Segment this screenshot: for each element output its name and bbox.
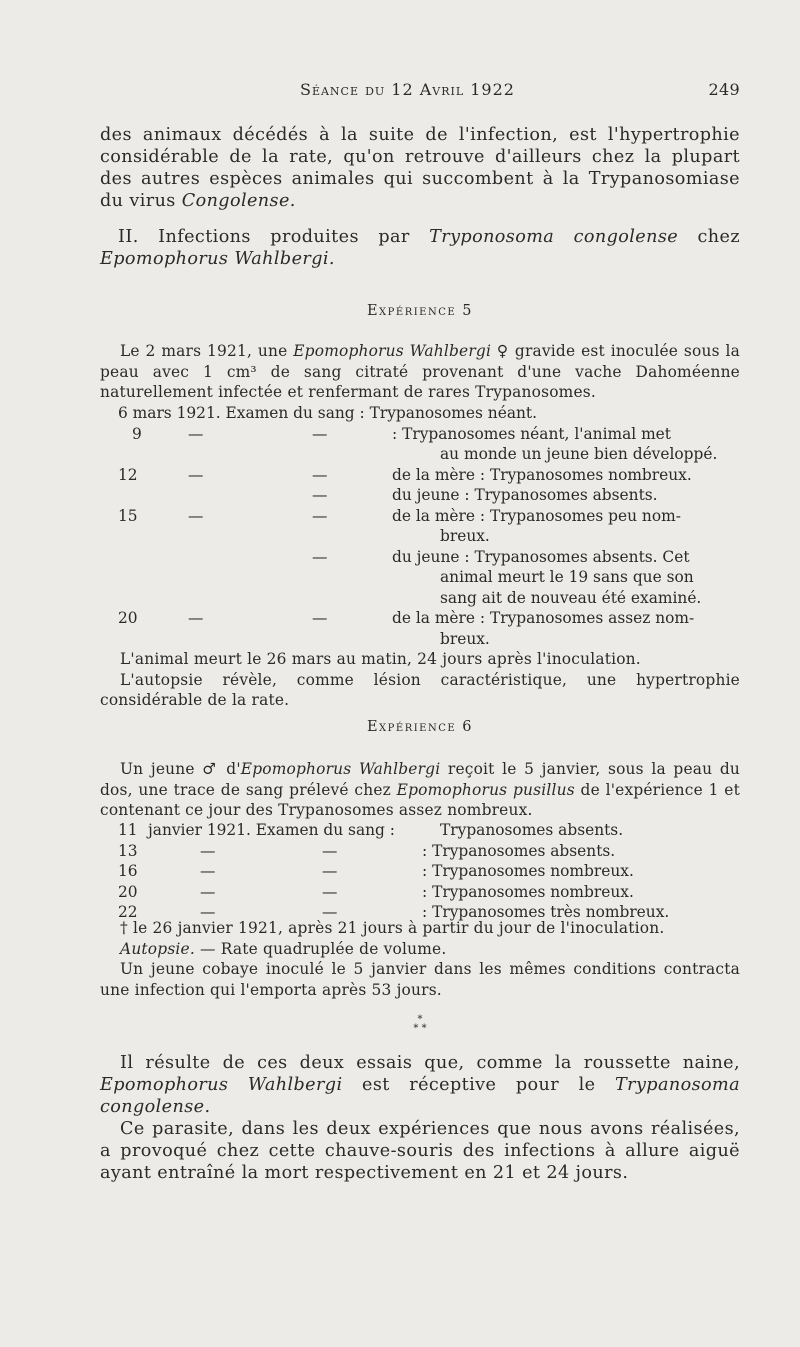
log-row: 16 — — : Trypanosomes nombreux. <box>118 862 634 880</box>
conclusion: Il résulte de ces deux essais que, comme la roussette naine, Epomophorus Wahlbergi est réceptive pour le Trypanosoma congolense. Ce parasite, dans les deux expériences que nous avons réalisées, a provoqué chez cette chauve-souris des infections à allure aiguë ayant entraîné la mort respectivement en 21 et 24 jours. <box>100 1053 740 1183</box>
section-separator: * * * <box>413 1014 427 1034</box>
text-line: considérable de la rate, qu'on retrouve d'ailleurs chez la plupart <box>100 147 740 167</box>
text-line: des animaux décédés à la suite de l'infection, est l'hypertrophie <box>100 125 740 145</box>
log-row: 12 — — de la mère : Trypanosomes nombreux. <box>118 465 692 484</box>
experience-5-log <box>100 403 740 649</box>
log-row: 9 — — : Trypanosomes néant, l'animal met <box>132 424 671 443</box>
page-number: 249 <box>708 80 740 99</box>
log-row: 11 janvier 1921. Examen du sang : Trypanosomes absents. <box>118 821 624 839</box>
log-row: au monde un jeune bien développé. <box>440 445 718 463</box>
log-row: 15 — — de la mère : Trypanosomes peu nom- <box>118 506 681 525</box>
text-line: II. Infections produites par Tryponosoma congolense chez <box>118 227 740 247</box>
experience-5-heading: Expérience 5 <box>366 303 474 319</box>
opening-paragraph <box>100 124 740 212</box>
running-head: Séance du 12 Avril 1922 <box>300 80 515 99</box>
log-row: breux. <box>440 527 490 545</box>
log-row: 22 — — : Trypanosomes très nombreux. <box>118 903 670 921</box>
text-line: des autres espèces animales qui succombent à la Trypanosomiase <box>100 169 740 189</box>
experience-6-outcome: † le 26 janvier 1921, après 21 jours à partir du jour de l'inoculation. Autopsie. — Rate quadruplée de volume. Un jeune cobaye inoculé le 5 janvier dans les mêmes conditions contracta une infection qui l'emporta après 53 jours. <box>100 919 740 999</box>
experience-5-outcome: L'animal meurt le 26 mars au matin, 24 jours après l'inoculation. L'autopsie révèle, comme lésion caractéristique, une hypertrophie considérable de la rate. <box>100 650 740 709</box>
log-row: — du jeune : Trypanosomes absents. <box>312 486 658 504</box>
text-line: du virus Congolense. <box>100 191 296 211</box>
experience-6-log <box>100 820 740 923</box>
log-row: 6 mars 1921. Examen du sang : Trypanosomes néant. <box>118 404 537 422</box>
log-row: breux. <box>440 629 490 648</box>
log-row: 20 — — de la mère : Trypanosomes assez nom- <box>118 609 695 627</box>
log-row: sang ait de nouveau été examiné. <box>440 588 702 607</box>
section-heading-2 <box>100 226 740 270</box>
log-row: animal meurt le 19 sans que son <box>440 568 694 586</box>
experience-6-intro: Un jeune ♂ d'Epomophorus Wahlbergi reçoit le 5 janvier, sous la peau du dos, une trace de sang prélevé chez Epomophorus pusillus de l'expérience 1 et contenant ce jour des Trypanosomes assez nombreux. <box>100 760 740 819</box>
experience-5-intro: Le 2 mars 1921, une Epomophorus Wahlbergi ♀ gravide est inoculée sous la peau avec 1 cm³ de sang citraté provenant d'une vache Dahoméenne naturellement infectée et renfermant de rares Trypanosomes. <box>100 342 740 401</box>
page-header <box>300 80 740 99</box>
log-row: — du jeune : Trypanosomes absents. Cet <box>312 547 690 566</box>
experience-6-heading: Expérience 6 <box>366 719 474 735</box>
log-row: 13 — — : Trypanosomes absents. <box>118 841 616 860</box>
log-row: 20 — — : Trypanosomes nombreux. <box>118 882 634 901</box>
text-line: Epomophorus Wahlbergi. <box>100 249 335 269</box>
